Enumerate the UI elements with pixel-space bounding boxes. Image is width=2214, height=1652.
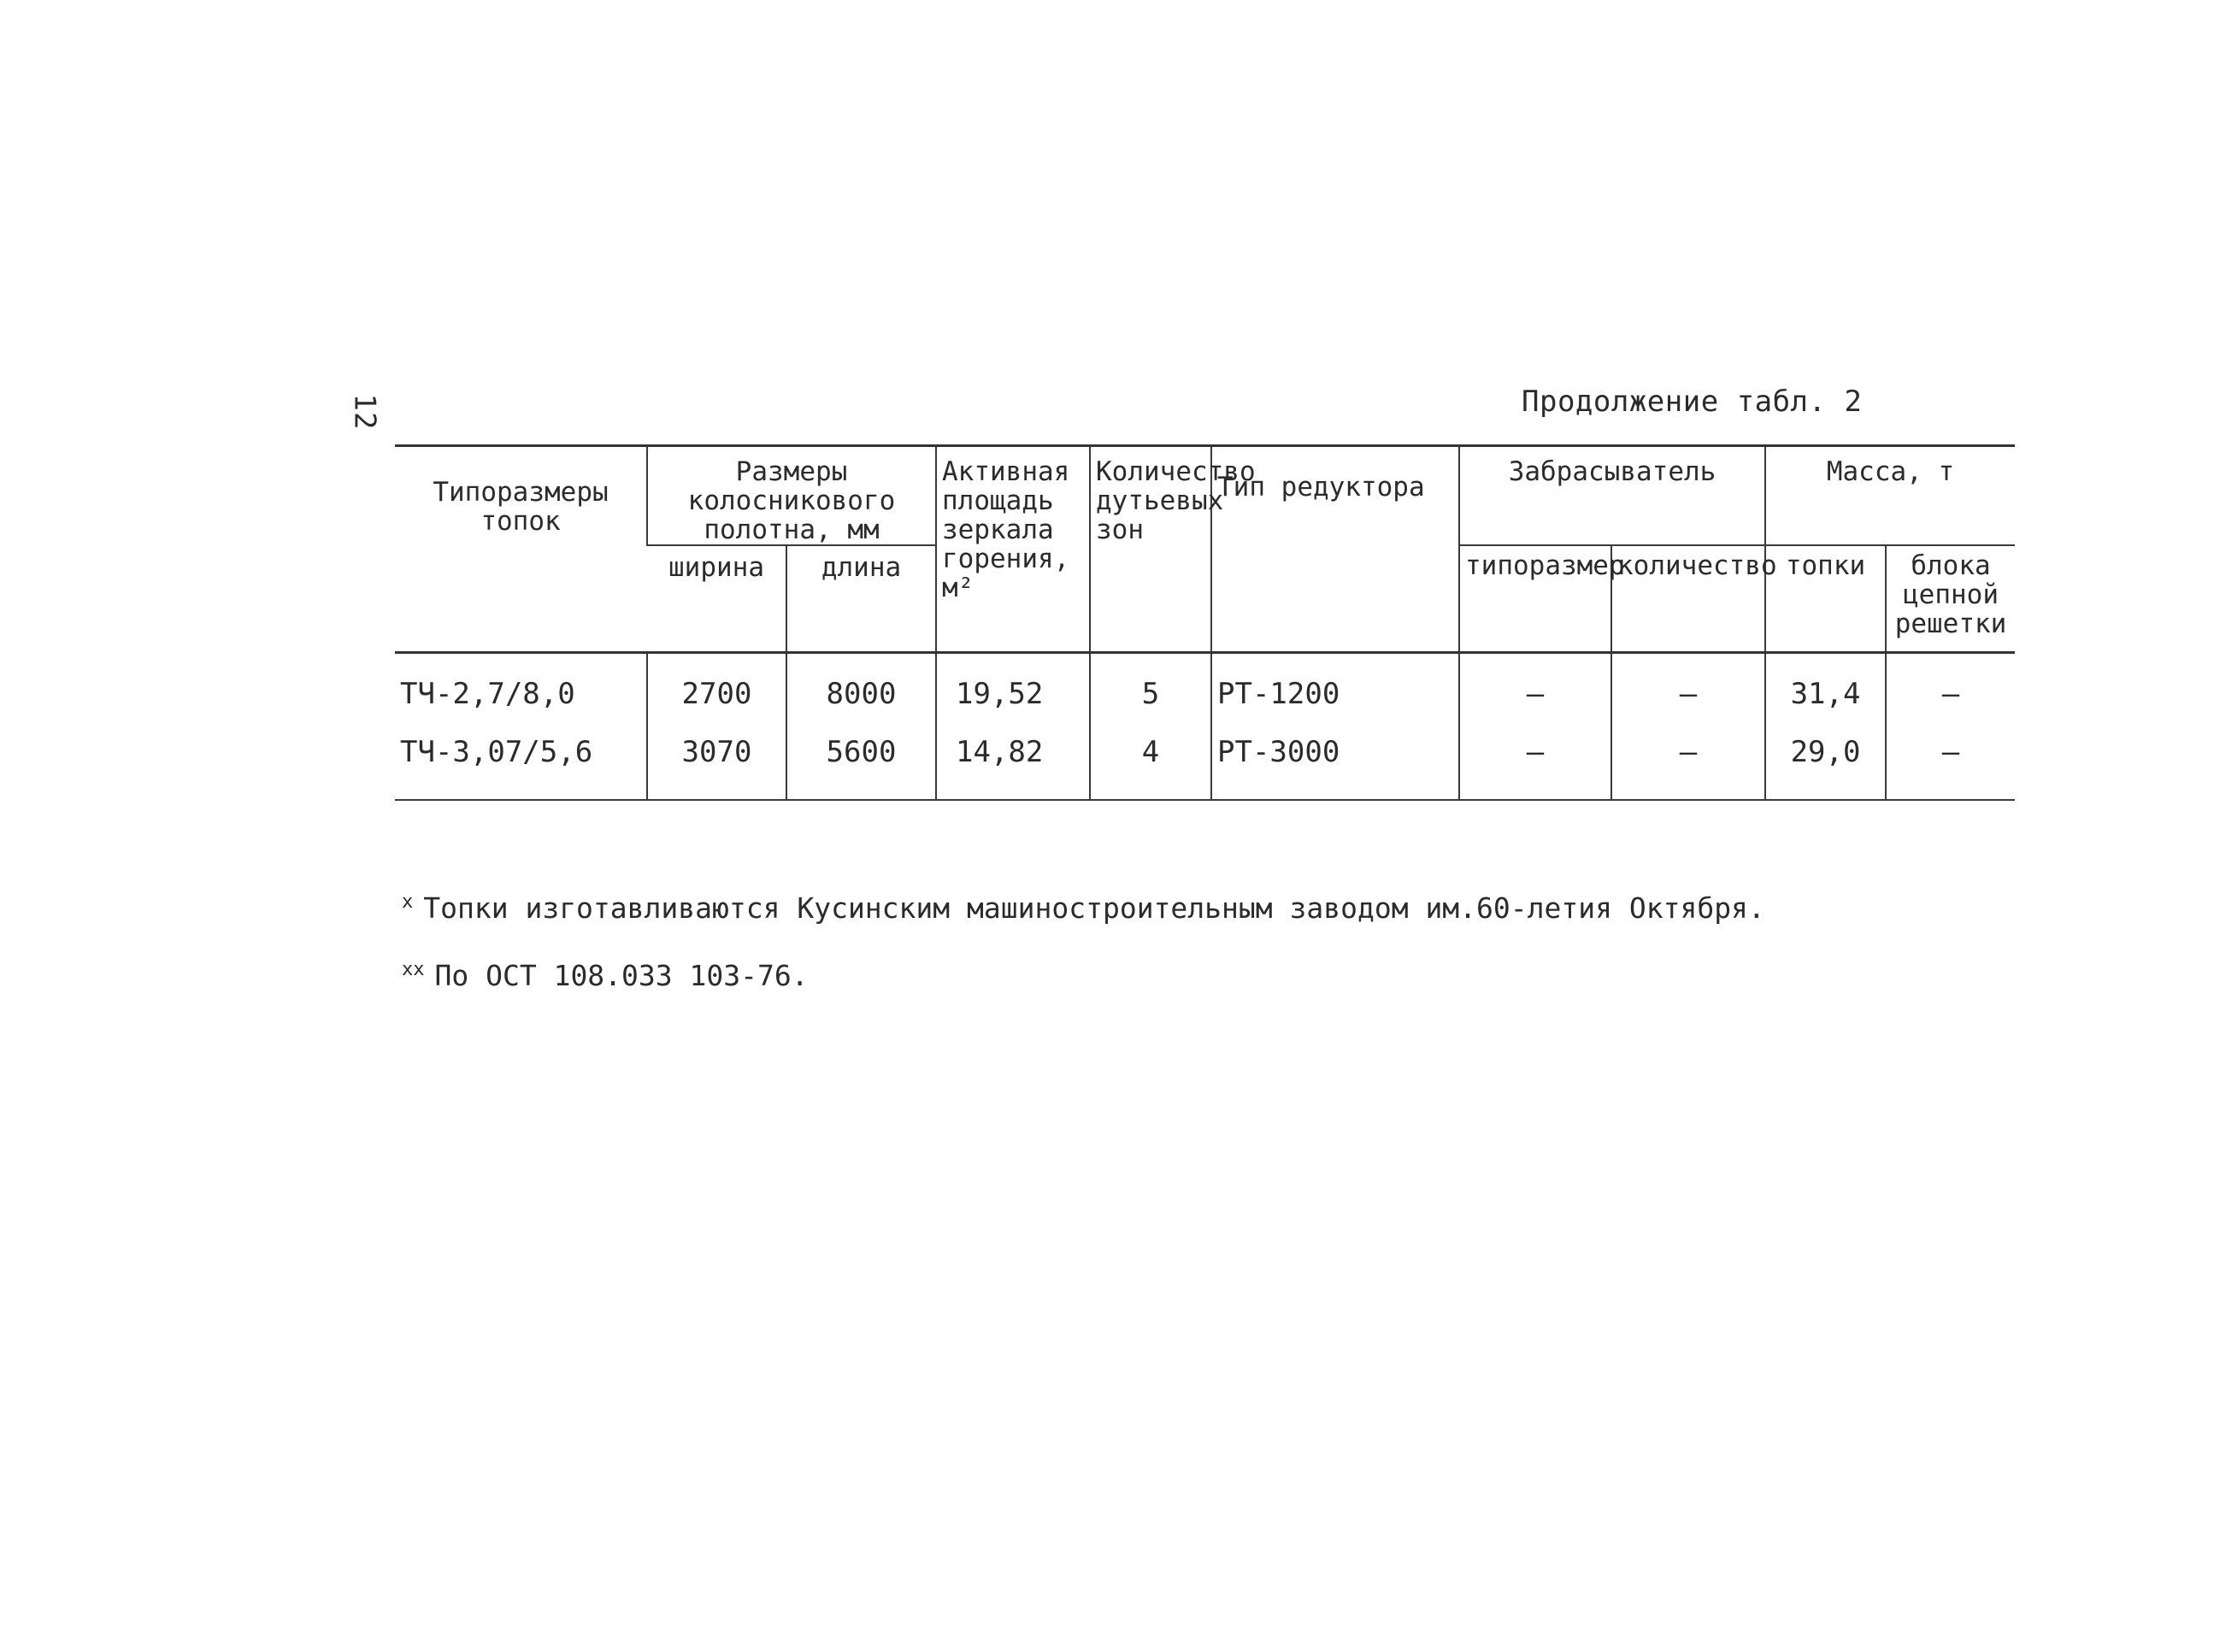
- cell-thrower-type: –: [1459, 738, 1611, 800]
- header-grate-dims: Размеры колосникового полотна, мм: [647, 446, 936, 546]
- header-mass-furnace: топки: [1765, 545, 1886, 653]
- table-row: [395, 653, 2015, 738]
- cell-type-size: ТЧ-2,7/8,0: [395, 653, 647, 738]
- page-number: 12: [347, 393, 382, 431]
- header-thrower-type: типоразмер: [1459, 545, 1611, 653]
- footnotes: [402, 872, 1765, 1007]
- spec-table: [395, 444, 2015, 801]
- header-thrower: Забрасыватель: [1459, 446, 1765, 546]
- header-grate-width: ширина: [647, 545, 786, 653]
- footnote: [402, 939, 1765, 1007]
- footnote-text: Топки изготавливаются Кусинским машиностроительным заводом им.60-летия Октября.: [423, 891, 1765, 925]
- cell-mass-furnace: 29,0: [1765, 738, 1886, 800]
- table-row: [395, 738, 2015, 800]
- header-reducer-type: Тип редуктора: [1211, 446, 1459, 653]
- cell-type-size: ТЧ-3,07/5,6: [395, 738, 647, 800]
- cell-length: 5600: [786, 738, 936, 800]
- cell-length: 8000: [786, 653, 936, 738]
- header-mass: Масса, т: [1765, 446, 2015, 546]
- header-type-size: Типоразмеры топок: [395, 446, 647, 653]
- footnote-text: По ОСТ 108.033 103-76.: [434, 959, 809, 992]
- header-grate-length: длина: [786, 545, 936, 653]
- table-body: [395, 653, 2015, 801]
- cell-zones: 4: [1090, 738, 1211, 800]
- table-header: [395, 446, 2015, 653]
- cell-mass-grate-block: –: [1886, 738, 2015, 800]
- cell-thrower-type: –: [1459, 653, 1611, 738]
- cell-mass-furnace: 31,4: [1765, 653, 1886, 738]
- footnote-mark: xx: [402, 959, 425, 980]
- footnote-mark: x: [402, 891, 414, 913]
- cell-area: 14,82: [936, 738, 1090, 800]
- cell-width: 2700: [647, 653, 786, 738]
- cell-reducer: РТ-3000: [1211, 738, 1459, 800]
- cell-reducer: РТ-1200: [1211, 653, 1459, 738]
- header-thrower-count: количество: [1611, 545, 1765, 653]
- cell-mass-grate-block: –: [1886, 653, 2015, 738]
- header-active-area: Активная площадь зеркала горения, м²: [936, 446, 1090, 653]
- cell-width: 3070: [647, 738, 786, 800]
- cell-thrower-count: –: [1611, 738, 1765, 800]
- header-blast-zones: Количество дутьевых зон: [1090, 446, 1211, 653]
- continuation-label: Продолжение табл. 2: [1522, 385, 1863, 419]
- cell-thrower-count: –: [1611, 653, 1765, 738]
- cell-zones: 5: [1090, 653, 1211, 738]
- footnote: [402, 872, 1765, 939]
- cell-area: 19,52: [936, 653, 1090, 738]
- header-mass-grate-block: блока цепной решетки: [1886, 545, 2015, 653]
